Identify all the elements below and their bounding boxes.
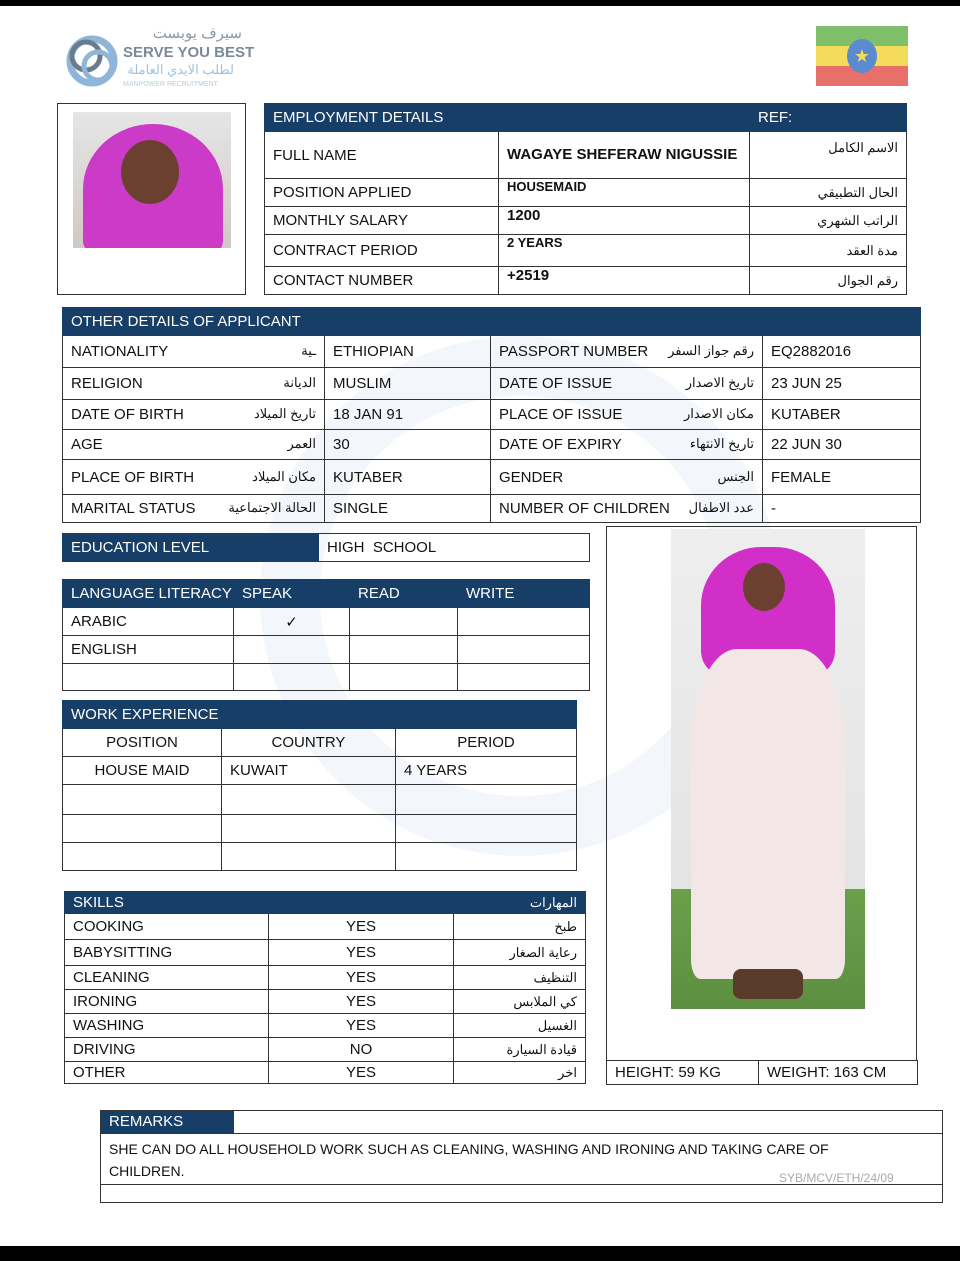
skills-table [64,891,586,1084]
other-details-table [62,307,921,523]
work-experience-table [62,700,577,871]
ar-passport: رقم جواز السفر [668,343,754,358]
skill-value: YES [269,914,454,940]
label-age: AGE [71,436,103,453]
lang-arabic-write [458,608,590,636]
skill-value: YES [269,940,454,966]
skill-ar: كي الملابس [454,990,586,1014]
skill-ar: طبخ [454,914,586,940]
ar-place-of-issue: مكان الاصدار [683,406,754,421]
value-gender: FEMALE [763,460,921,495]
skill-value: YES [269,990,454,1014]
value-dob: 18 JAN 91 [325,400,491,430]
ar-dob: تاريخ الميلاد [253,406,316,421]
label-gender: GENDER [499,468,564,486]
lang-english: ENGLISH [63,636,234,664]
lang-empty [63,664,234,691]
lang-header-read: READ [350,580,458,608]
skill-value: YES [269,1062,454,1084]
full-body-photo [671,529,865,1009]
value-age: 30 [325,430,491,460]
value-full-name: WAGAYE SHEFERAW NIGUSSIE [499,132,750,179]
value-place-of-birth: KUTABER [325,460,491,495]
lang-english-speak [234,636,350,664]
label-religion: RELIGION [71,375,143,392]
skill-value: YES [269,1014,454,1038]
skills-header: SKILLS [65,892,454,914]
ar-nationality: ـية [301,343,316,358]
skill-ar: الغسيل [454,1014,586,1038]
ar-position: الحال التطبيقي [750,179,907,207]
logo-english-sub: MANPOWER RECRUITMENT [123,81,218,88]
label-contact: CONTACT NUMBER [265,267,499,295]
skill-value: NO [269,1038,454,1062]
label-contract: CONTRACT PERIOD [265,235,499,267]
portrait-photo [73,112,231,248]
value-date-of-issue: 23 JUN 25 [763,368,921,400]
ar-date-of-issue: تاريخ الاصدار [685,375,754,390]
value-salary: 1200 [499,207,750,235]
cv-page [0,6,960,1246]
logo-arabic-sub: لطلب الايدي العاملة [127,62,234,77]
value-children: - [763,495,921,523]
portrait-photo-frame [57,103,246,295]
label-passport: PASSPORT NUMBER [499,343,649,360]
work-col-country: COUNTRY [222,729,396,757]
label-nationality: NATIONALITY [71,343,169,360]
work-header: WORK EXPERIENCE [63,701,396,729]
skill-name: COOKING [65,914,269,940]
remarks-text: SHE CAN DO ALL HOUSEHOLD WORK SUCH AS CLEANING, WASHING AND IRONING AND TAKING CARE OF CHILDREN. [109,1141,829,1179]
remarks-header: REMARKS [101,1111,234,1133]
skill-name: BABYSITTING [65,940,269,966]
value-passport: EQ2882016 [763,336,921,368]
work-period: 4 YEARS [396,757,577,785]
value-place-of-issue: KUTABER [763,400,921,430]
ar-religion: الديانة [283,375,316,390]
label-date-of-issue: DATE OF ISSUE [499,375,613,392]
label-salary: MONTHLY SALARY [265,207,499,235]
skill-ar: التنظيف [454,966,586,990]
work-col-period: PERIOD [396,729,577,757]
ar-date-of-expiry: تاريخ الانتهاء [689,436,754,451]
value-contract: 2 YEARS [499,235,750,267]
ar-marital-status: الحالة الاجتماعية [228,500,316,515]
skill-name: CLEANING [65,966,269,990]
lang-english-write [458,636,590,664]
skill-name: DRIVING [65,1038,269,1062]
logo-icon [62,28,122,94]
label-date-of-expiry: DATE OF EXPIRY [499,436,622,453]
other-details-header: OTHER DETAILS OF APPLICANT [63,308,491,336]
logo-english-title: SERVE YOU BEST [123,44,255,61]
value-position: HOUSEMAID [499,179,750,207]
skill-name: OTHER [65,1062,269,1084]
skill-ar: رعاية الصغار [454,940,586,966]
lang-header-literacy: LANGUAGE LITERACY [63,580,234,608]
lang-arabic-read [350,608,458,636]
ar-age: العمر [287,436,316,451]
employment-header: EMPLOYMENT DETAILS [265,104,750,132]
work-position: HOUSE MAID [63,757,222,785]
skill-value: YES [269,966,454,990]
value-marital-status: SINGLE [325,495,491,523]
skill-ar: اخر [454,1062,586,1084]
label-marital-status: MARITAL STATUS [71,500,196,517]
skills-header-ar: المهارات [454,892,586,914]
full-body-photo-frame [606,526,917,1060]
other-details-header-right [491,308,921,336]
employment-details-table [264,103,907,295]
lang-header-write: WRITE [458,580,590,608]
ar-salary: الراتب الشهري [750,207,907,235]
lang-arabic: ARABIC [63,608,234,636]
work-col-position: POSITION [63,729,222,757]
work-country: KUWAIT [222,757,396,785]
lang-header-speak: SPEAK [234,580,350,608]
ar-gender: الجنس [717,468,754,484]
education-table [62,533,590,562]
ar-contract: مدة العقد [750,235,907,267]
education-label: EDUCATION LEVEL [63,534,319,562]
skill-name: WASHING [65,1014,269,1038]
measurements-table [606,1060,918,1085]
label-children: NUMBER OF CHILDREN [499,500,670,517]
height-value: HEIGHT: 59 KG [607,1061,759,1085]
label-dob: DATE OF BIRTH [71,406,184,423]
ar-children: عدد الاطفال [688,500,754,515]
document-code: SYB/MCV/ETH/24/09 [779,1171,894,1185]
logo-arabic-title: سيرف يوبست [152,25,242,42]
ref-label: REF: [750,104,907,132]
value-date-of-expiry: 22 JUN 30 [763,430,921,460]
language-table [62,579,590,691]
label-place-of-issue: PLACE OF ISSUE [499,406,623,423]
weight-value: WEIGHT: 163 CM [759,1061,918,1085]
remarks-box [100,1110,943,1203]
skill-ar: قيادة السيارة [454,1038,586,1062]
label-place-of-birth: PLACE OF BIRTH [71,468,195,486]
ar-place-of-birth: مكان الميلاد [252,468,316,484]
label-full-name: FULL NAME [265,132,499,179]
ar-full-name: الاسم الكامل [750,132,907,179]
skill-name: IRONING [65,990,269,1014]
value-religion: MUSLIM [325,368,491,400]
lang-english-read [350,636,458,664]
education-value: HIGH SCHOOL [319,534,590,562]
ar-contact: رقم الجوال [750,267,907,295]
label-position: POSITION APPLIED [265,179,499,207]
value-contact: +2519 [499,267,750,295]
value-nationality: ETHIOPIAN [325,336,491,368]
ethiopia-flag-icon: ★ [816,26,908,86]
check-icon: ✓ [234,608,350,636]
